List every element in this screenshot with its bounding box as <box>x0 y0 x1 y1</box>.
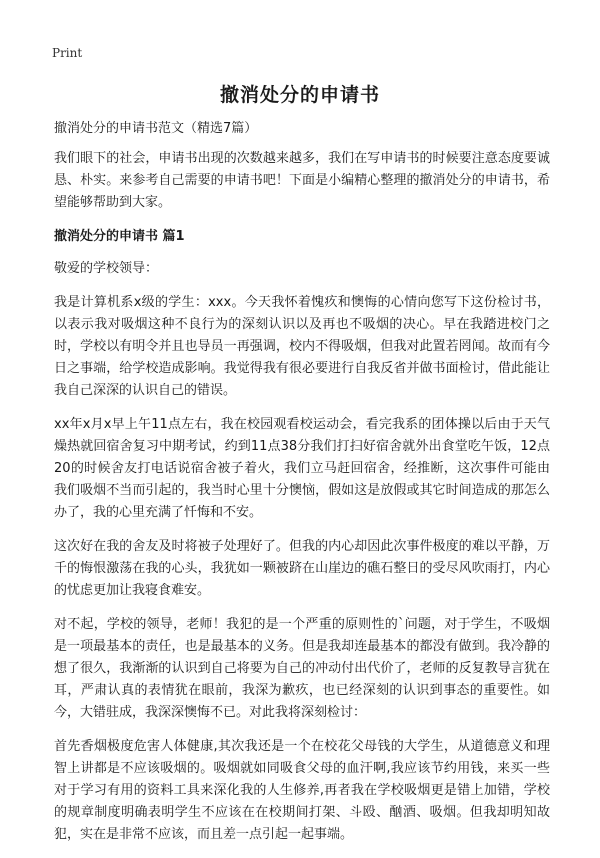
document-subtitle: 撤消处分的申请书范文（精选7篇） <box>54 121 258 136</box>
document-body <box>54 118 550 858</box>
salutation: 敬爱的学校领导： <box>54 261 159 276</box>
print-link[interactable]: Print <box>52 46 83 60</box>
body-paragraph-5: 首先香烟极度危害人体健康,其次我还是一个在校花父母钱的大学生，从道德意义和理智上讲都是不应该吸烟的。吸烟就如同吸食父母的血汗啊,我应该节约用钱，来买一些对于学习有用的资料工具来深化我的人生修养,再者我在学校吸烟更是错上加错，学校的规章制度明确表明学生不应该在在校期间打架、斗殴、酗酒、吸烟。但我却明知故犯，实在是非常不应该，而且差一点引起一起事端。 <box>54 739 550 842</box>
intro-paragraph: 我们眼下的社会，申请书出现的次数越来越多，我们在写申请书的时候要注意态度要诚恳、朴实。来参考自己需要的申请书吧！下面是小编精心整理的撤消处分的申请书，希望能够帮助到大家。 <box>54 151 550 210</box>
body-paragraph-3: 这次好在我的舍友及时将被子处理好了。但我的内心却因此次事件极度的难以平静，万千的悔恨激荡在我的心头，我犹如一颗被跻在山崖边的礁石整日的受尽风吹雨打，内心的忧虑更加让我寝食难安。 <box>54 539 550 598</box>
body-paragraph-1: 我是计算机系x级的学生：xxx。今天我怀着愧疚和懊悔的心情向您写下这份检讨书，以表示我对吸烟这种不良行为的深刻认识以及再也不吸烟的决心。早在我踏进校门之时，学校以有明令并且也导员一再强调，校内不得吸烟，但我对此置若罔闻。故而有今日之事端，给学校造成影响。我觉得我有很必要进行自我反省并做书面检讨，借此能让我自己深深的认识自己的错误。 <box>54 295 550 398</box>
page-title: 撤消处分的申请书 <box>219 84 380 106</box>
body-paragraph-2: xx年x月x早上午11点左右，我在校园观看校运动会，看完我系的团体操以后由于天气燥热就回宿舍复习中期考试，约到11点38分我们打扫好宿舍就外出食堂吃午饭，12点20的时候舍友打电话说宿舍被子着火，我们立马赶回宿舍，经推断，这次事件可能由我们吸烟不当而引起的，我当时心里十分懊恼，假如这是放假或其它时间造成的那怎么办了，我的心里充满了忏悔和不安。 <box>54 417 550 520</box>
section-heading: 撤消处分的申请书 篇1 <box>54 229 185 244</box>
body-paragraph-4: 对不起，学校的领导，老师！我犯的是一个严重的原则性的`问题，对于学生，不吸烟是一项最基本的责任，也是最基本的义务。但是我却连最基本的都没有做到。我冷静的想了很久，我渐渐的认识到自己将要为自己的冲动付出代价了，老师的反复教导言犹在耳，严肃认真的表情犹在眼前，我深为歉疚，也已经深刻的认识到事态的重要性。如今，大错驻成，我深深懊悔不已。对此我将深刻检讨： <box>54 617 550 720</box>
